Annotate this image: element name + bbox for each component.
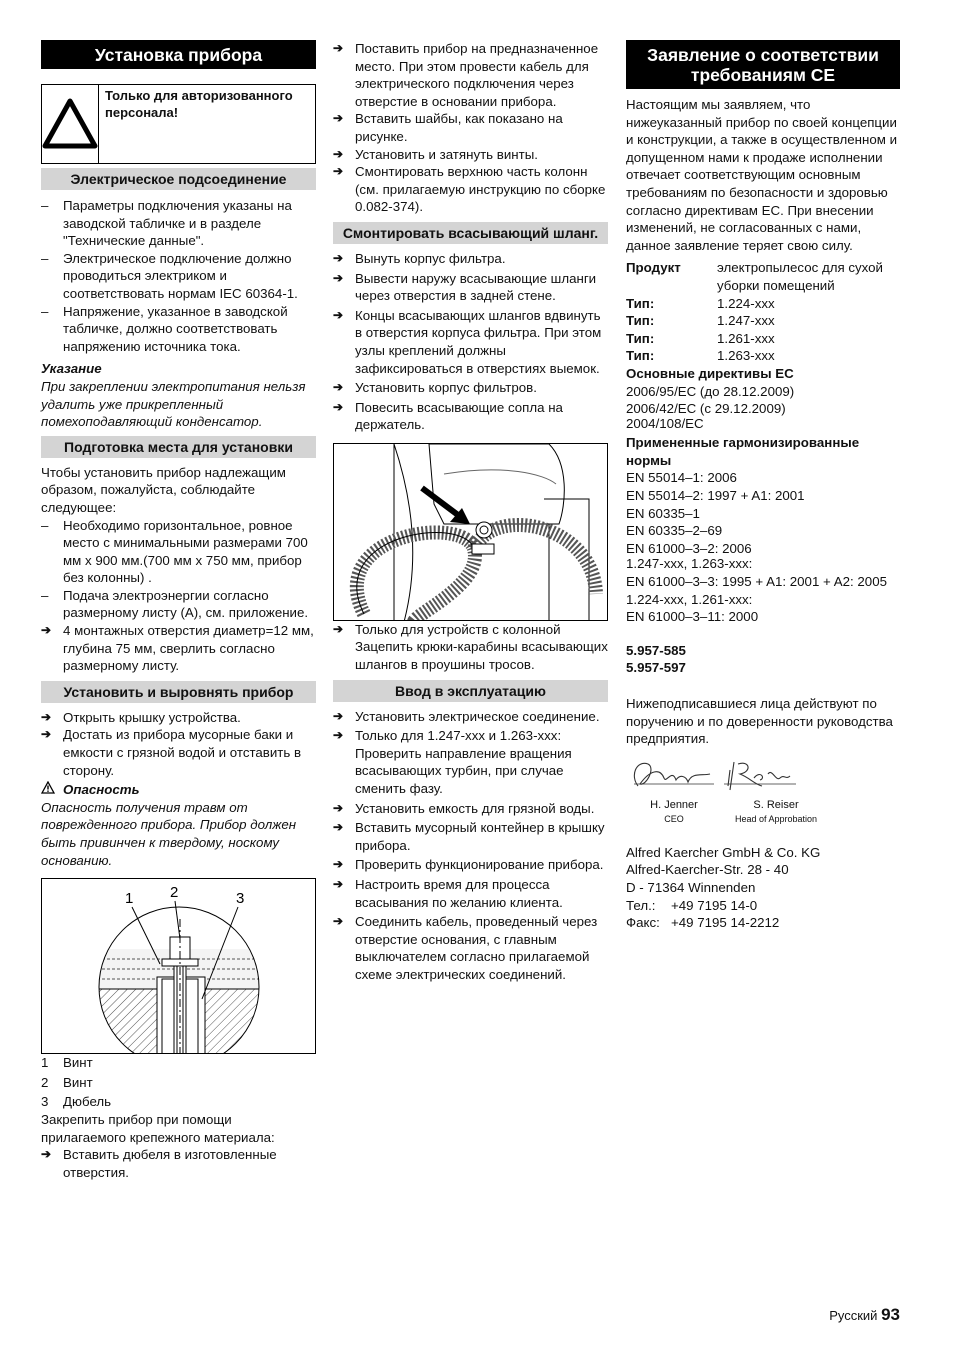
address-line: D - 71364 Winnenden	[626, 879, 756, 895]
list-item: – Электрическое подключение должно проводиться электриком и соответствовать нормам IEC 60364-1.	[41, 250, 298, 301]
product-row: Продукт электропылесос для сухой уборки помещений	[626, 260, 883, 293]
electric-list	[41, 197, 316, 355]
mounting-drawing	[42, 879, 316, 1054]
arrow-icon: ➔	[333, 41, 344, 55]
norm-item: EN 55014–1: 2006	[626, 470, 737, 486]
install-steps	[333, 40, 608, 216]
figure-legend	[41, 1054, 316, 1111]
arrow-icon: ➔	[333, 164, 344, 179]
arrow-icon: ➔	[333, 728, 344, 743]
arrow-icon: ➔	[333, 708, 344, 723]
signer1-name: H. Jenner	[650, 798, 698, 811]
arrow-icon: ➔	[41, 1147, 52, 1162]
type-row: Тип: 1.263-ххх	[626, 348, 775, 364]
norm-item: EN 61000–3–2: 2006	[626, 540, 752, 556]
arrow-icon: ➔	[333, 877, 344, 891]
list-item: – Необходимо горизонтальное, ровное место с минимальными размерами 700 мм х 900 мм.(700 мм х 750 мм, прибор без колонны) .	[41, 517, 308, 586]
arrow-icon: ➔	[333, 914, 344, 929]
list-item: – Напряжение, указанное в заводской табличке, должно соответствовать напряжению источника тока.	[41, 303, 288, 354]
list-item: ➔ Вынуть корпус фильтра.	[333, 250, 506, 266]
danger-triangle-icon	[41, 781, 63, 799]
figure-hose	[333, 443, 608, 621]
list-item: – Подача электроэнергии согласно размерному листу (А), см. приложение.	[41, 587, 309, 621]
list-item: ➔ Только для устройств с колонной Зацепить крюки-карабины всасывающих шлангов в проушины тросов.	[333, 621, 608, 673]
arrow-icon: ➔	[333, 820, 344, 835]
phone-row: Тел.: +49 7195 14-0	[626, 897, 758, 913]
arrow-icon: ➔	[333, 380, 344, 395]
arrow-icon: ➔	[41, 727, 52, 742]
figure-mounting	[41, 878, 316, 1054]
list-item: ➔ Соединить кабель, проведенный через отверстие основания, с главным выключателем согласно прилагаемой схеме электрических соединений.	[333, 914, 598, 982]
list-item: ➔ Вставить шайбы, как показано на рисунке.	[333, 111, 563, 144]
norm-item: 1.224-ххх, 1.261-ххх:	[626, 591, 753, 607]
type-row: Тип: 1.247-ххх	[626, 313, 775, 329]
list-item: ➔ Смонтировать верхнюю часть колонн (см. прилагаемую инструкцию по сборке 0.082-374).	[333, 164, 606, 215]
hose-drawing	[334, 444, 608, 621]
type-row: Тип: 1.261-ххх	[626, 330, 775, 346]
arrow-icon: ➔	[333, 250, 344, 265]
note-label: Указание	[41, 361, 102, 377]
directive-item: 2006/95/EC (до 28.12.2009)	[626, 383, 795, 399]
signer1-role: CEO	[664, 813, 684, 824]
footer-language: Русский	[829, 1308, 878, 1323]
danger-label-row: Опасность	[41, 781, 316, 799]
section-title-ce: Заявление о соответствии требованиям CE	[626, 40, 900, 89]
heading-electric: Электрическое подсоединение	[41, 168, 316, 190]
fig-label-2: 2	[170, 884, 179, 902]
code-item: 5.957-597	[626, 660, 686, 676]
list-item: ➔ Вывести наружу всасывающие шланги через отверстия в задней стене.	[333, 270, 597, 304]
list-item: ➔ Концы всасывающих шлангов вдвинуть в отверстия корпуса фильтра. При этом узлы креплений должны зафиксироваться в отверстиях выемок.	[333, 307, 602, 376]
page-footer	[829, 1306, 900, 1325]
list-item: ➔ Установить и затянуть винты.	[333, 146, 538, 162]
list-item: ➔ Повесить всасывающие сопла на держатель.	[333, 399, 563, 433]
signers-text: Нижеподписавшиеся лица действуют по поручению и по доверенности руководства предприятия.	[626, 696, 893, 747]
column-3	[626, 40, 900, 932]
warning-box	[41, 84, 316, 164]
legend-item: 1 Винт	[41, 1055, 93, 1071]
arrow-icon: ➔	[333, 307, 344, 322]
list-item: ➔ Проверить функционирование прибора.	[333, 857, 604, 873]
norms-label: Примененные гармонизированные нормы	[626, 435, 860, 468]
fax-row: Факс: +49 7195 14-2212	[626, 915, 780, 931]
arrow-icon: ➔	[41, 709, 52, 724]
list-item: ➔ Вставить мусорный контейнер в крышку прибора.	[333, 820, 605, 853]
column-1	[41, 40, 316, 1181]
list-item: – Параметры подключения указаны на заводской табличке и в разделе "Технические данные".	[41, 198, 292, 249]
address-line: Alfred-Kaercher-Str. 28 - 40	[626, 862, 789, 878]
arrow-icon: ➔	[333, 621, 344, 636]
prep-intro: Чтобы установить прибор надлежащим образом, пожалуйста, соблюдайте следующее:	[41, 464, 286, 515]
ce-intro: Настоящим мы заявляем, что нижеуказанный прибор по своей концепции и конструкции, а также в осуществленном и допущенном нами к продаже исполнении отвечает соответствующим основным требованиям по безопасности и здоровью согласно директивам ЕС. При внесении изменений, не согласованных с нами, данное заявление теряет свою силу.	[626, 97, 897, 253]
heading-hose: Смонтировать всасывающий шланг.	[333, 222, 608, 244]
directive-item: 2004/108/EC	[626, 415, 704, 431]
warning-text: Только для авторизованного персонала!	[105, 88, 293, 120]
norm-item: EN 61000–3–11: 2000	[626, 609, 759, 625]
arrow-icon: ➔	[333, 399, 344, 414]
danger-text: Опасность получения травм от поврежденного прибора. Прибор должен быть привинчен к твердому, носкому основанию.	[41, 799, 297, 868]
section-title-installation: Установка прибора	[41, 40, 316, 69]
heading-commissioning: Ввод в эксплуатацию	[333, 680, 608, 702]
arrow-icon: ➔	[333, 270, 344, 285]
page-number: 93	[881, 1305, 900, 1324]
list-item: ➔ Поставить прибор на предназначенное место. При этом провести кабель для электрического подключения через отверстие в основании прибора.	[333, 41, 599, 109]
directives-label: Основные директивы ЕС	[626, 365, 794, 381]
heading-preparation: Подготовка места для установки	[41, 436, 316, 458]
arrow-icon: ➔	[333, 857, 344, 872]
signer2-name: S. Reiser	[753, 798, 799, 811]
list-item: ➔ Установить емкость для грязной воды.	[333, 800, 595, 816]
list-item: ➔ Установить корпус фильтров.	[333, 380, 537, 396]
arrow-icon: ➔	[333, 146, 344, 161]
signature-image	[626, 756, 826, 796]
norm-item: EN 61000–3–3: 1995 + A1: 2001 + A2: 2005	[626, 574, 887, 590]
directive-item: 2006/42/EC (с 29.12.2009)	[626, 401, 786, 417]
note-text: При закреплении электропитания нельзя удалить уже прикрепленный помехоподавляющий конденсатор.	[41, 378, 306, 430]
list-item: ➔ Достать из прибора мусорные баки и емкости с грязной водой и отставить в сторону.	[41, 727, 302, 778]
address-line: Alfred Kaercher GmbH & Co. KG	[626, 844, 821, 860]
arrow-icon: ➔	[333, 111, 344, 126]
signer2-role: Head of Approbation	[734, 813, 818, 824]
code-item: 5.957-585	[626, 642, 686, 658]
column-2	[333, 40, 608, 984]
arrow-icon: ➔	[333, 800, 344, 815]
norm-item: EN 60335–1	[626, 505, 700, 521]
legend-item: 3 Дюбель	[41, 1094, 112, 1110]
norm-item: EN 60335–2–69	[626, 523, 723, 539]
heading-install: Установить и выровнять прибор	[41, 681, 316, 703]
list-item: ➔ Настроить время для процесса всасывания по желанию клиента.	[333, 877, 563, 910]
arrow-icon: ➔	[41, 623, 52, 638]
legend-item: 2 Винт	[41, 1074, 93, 1090]
list-item: ➔ Вставить дюбеля в изготовленные отверстия.	[41, 1147, 277, 1180]
type-row: Тип: 1.224-ххх	[626, 295, 775, 311]
list-item: ➔ Только для 1.247-ххх и 1.263-ххх: Проверить направление вращения всасывающих турбин, при случае сменить фазу.	[333, 728, 572, 797]
warning-triangle-icon	[42, 85, 99, 163]
fix-text: Закрепить прибор при помощи прилагаемого крепежного материала:	[41, 1111, 275, 1145]
list-item: ➔ Открыть крышку устройства.	[41, 709, 241, 725]
list-item: ➔ Установить электрическое соединение.	[333, 708, 600, 724]
norm-item: 1.247-ххх, 1.263-ххх:	[626, 556, 753, 572]
list-item: ➔ 4 монтажных отверстия диаметр=12 мм, глубина 75 мм, сверлить согласно размерному листу.	[41, 623, 314, 674]
fig-label-3: 3	[236, 890, 245, 908]
signatures	[626, 756, 900, 826]
fig-label-1: 1	[125, 890, 134, 908]
norm-item: EN 55014–2: 1997 + A1: 2001	[626, 488, 805, 504]
